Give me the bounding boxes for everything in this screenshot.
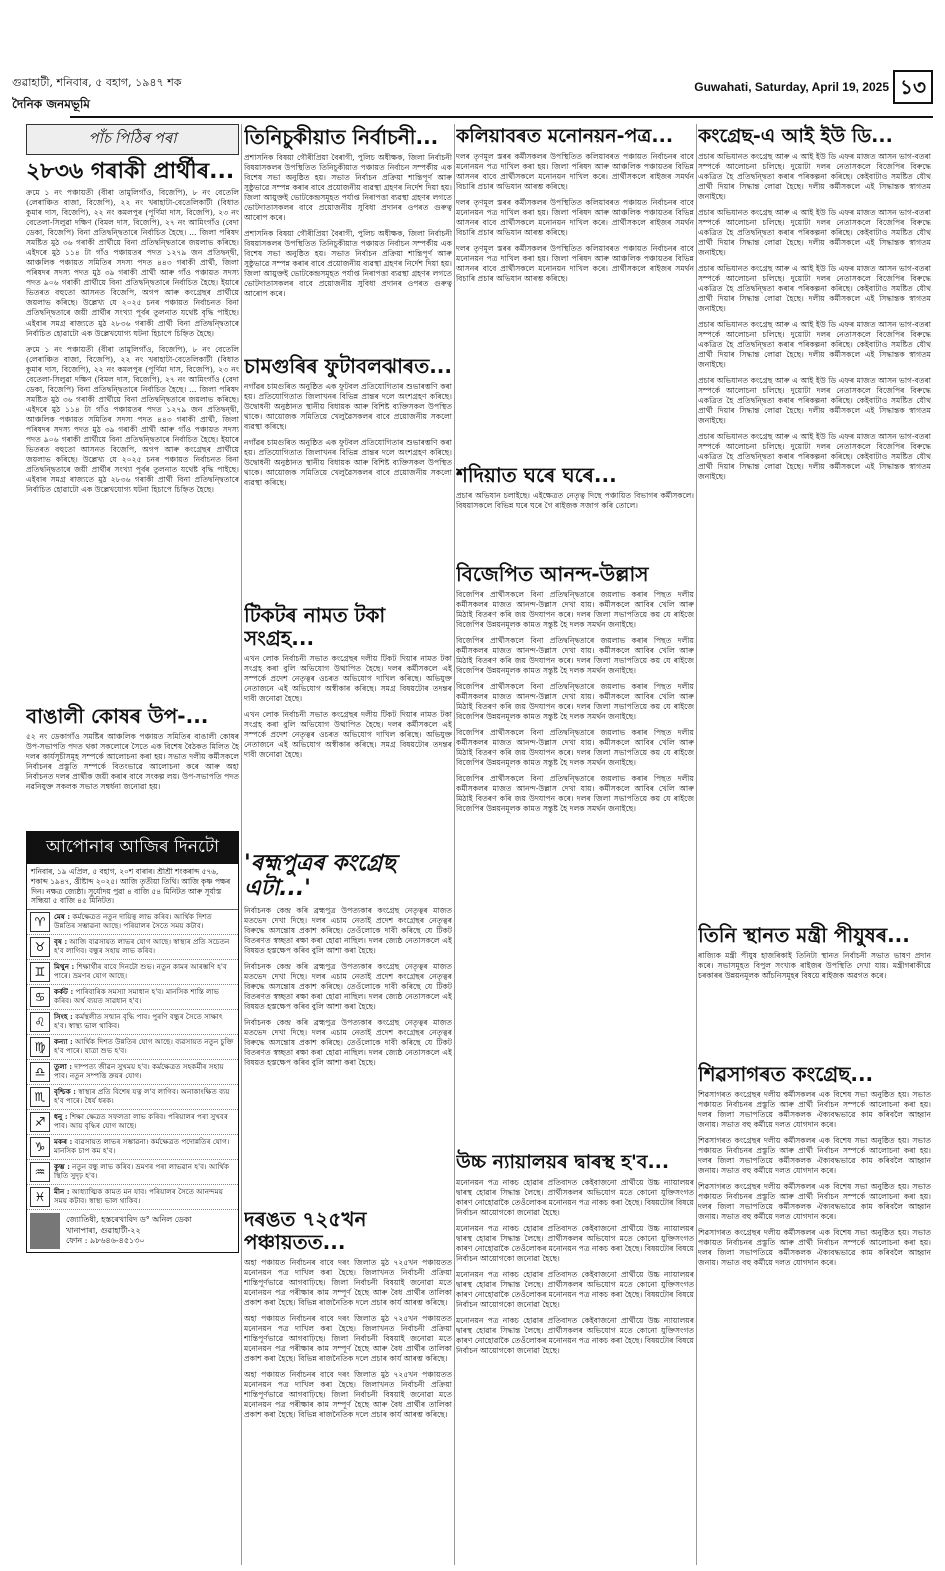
zodiac-prediction: দাম্পত্য জীৱন সুখময় হ'ব। কৰ্মক্ষেত্ৰত সহকৰ্মীৰ সহায় পাব। নতুন সম্পত্তি ক্ৰয়ৰ যোগ।	[54, 1061, 224, 1081]
zodiac-prediction: শিক্ষা ক্ষেত্ৰত সফলতা লাভ কৰিব। পৰিয়ালৰ পৰা সুখবৰ পাব। আয় বৃদ্ধিৰ যোগ আছে।	[54, 1111, 228, 1131]
zodiac-text	[54, 962, 235, 980]
article-sivasagar-body-3: শিৱসাগৰত কংগ্ৰেছৰ দলীয় কৰ্মীসকলৰ এক বিশেষ সভা অনুষ্ঠিত হয়। সভাত পঞ্চায়ত নিৰ্বাচনৰ প্ৰস্তুতি আৰু প্ৰাৰ্থী নিৰ্বাচন সম্পৰ্কে আলোচনা কৰা হয়। দলৰ জিলা সভাপতিয়ে কৰ্মীসকলক ঐক্যবদ্ধভাৱে কাম কৰিবলৈ আহ্বান জনায়। সভাত বহু কৰ্মীয়ে দলত যোগদান কৰে।	[698, 1181, 931, 1222]
zodiac-prediction: কৰ্মক্ষেত্ৰত নতুন দায়িত্ব লাভ কৰিব। আৰ্থিক দিশত উন্নতিৰ সম্ভাৱনা আছে। পৰিয়ালৰ সৈতে সময় কটাব।	[54, 911, 212, 931]
article-kaliabor-body-2: দলৰ তৃণমূল স্তৰৰ কৰ্মীসকলৰ উপস্থিতিত কলিয়াবৰত পঞ্চায়ত নিৰ্বাচনৰ বাবে মনোনয়ন পত্ৰ দাখিল কৰা হয়। জিলা পৰিষদ আৰু আঞ্চলিক পঞ্চায়তৰ বিভিন্ন আসনৰ বাবে প্ৰাৰ্থীসকলে মনোনয়ন দাখিল কৰে। প্ৰাৰ্থীসকলে ৰাইজৰ সমৰ্থন বিচাৰি প্ৰচাৰ অভিযান আৰম্ভ কৰিছে।	[456, 197, 694, 237]
headline-tinsukia: তিনিচুকীয়াত নিৰ্বাচনী...	[244, 125, 439, 149]
zodiac-prediction: নতুন বন্ধু লাভ কৰিব। ভ্ৰমণৰ পৰা লাভৱান হ'ব। আৰ্থিক স্থিতি সুদৃঢ় হ'ব।	[54, 1161, 230, 1181]
article-minister-body: ৰাজ্যিক মন্ত্ৰী পীযুষ হাজৰিকাই তিনিটা স্থানত নিৰ্বাচনী সভাত ভাষণ প্ৰদান কৰে। সভাসমূহত বিপুল সংখ্যক ৰাইজৰ উপস্থিতি দেখা যায়। মন্ত্ৰীগৰাকীয়ে চৰকাৰৰ উন্নয়নমূলক আঁচনিসমূহৰ বিষয়ে ৰাইজক অৱগত কৰে।	[698, 950, 931, 980]
zodiac-name: ধনু :	[54, 1111, 68, 1121]
column-2	[244, 124, 452, 1565]
zodiac-name: মীন :	[54, 1186, 70, 1196]
article-tinsukia-body-2: প্ৰশাসনিক বিষয়া গৌৰীপ্ৰিয়া বৈৰাগী, পুলিচ অধীক্ষক, জিলা নিৰ্বাচনী বিষয়াসকলৰ উপস্থিতিত তিনিচুকীয়াত পঞ্চায়ত নিৰ্বাচন সম্পৰ্কীয় এক বিশেষ সভা অনুষ্ঠিত হয়। সভাত নিৰ্বাচন প্ৰক্ৰিয়া শান্তিপূৰ্ণ আৰু সুষ্ঠুভাৱে সম্পন্ন কৰাৰ বাবে প্ৰয়োজনীয় ব্যৱস্থা গ্ৰহণৰ নিৰ্দেশ দিয়া হয়। জিলা আয়ুক্তই ভোটকেন্দ্ৰসমূহত পৰ্যাপ্ত নিৰাপত্তা ব্যৱস্থা গ্ৰহণৰ লগতে ভোটদাতাসকলৰ বাবে প্ৰয়োজনীয় সুবিধা প্ৰদানৰ ওপৰত গুৰুত্ব আৰোপ কৰে।	[244, 229, 452, 299]
zodiac-prediction: পাৰিবাৰিক সমস্যা সমাধান হ'ব। মানসিক শান্তি লাভ কৰিব। অৰ্থ ব্যয়ত সাৱধান হ'ব।	[54, 986, 219, 1006]
zodiac-row	[27, 1010, 238, 1035]
zodiac-name: বৃশ্চিক :	[54, 1086, 76, 1096]
zodiac-text	[54, 1062, 235, 1080]
article-ticket-money-body-2: এখন লোক নিৰ্বাচনী সভাত কংগ্ৰেছৰ দলীয় টিকট দিয়াৰ নামত টকা সংগ্ৰহ কৰা বুলি অভিযোগ উত্থাপিত হৈছে। দলৰ কৰ্মীসকলে এই সম্পৰ্কে প্ৰদেশ নেতৃত্বৰ ওচৰত অভিযোগ দাখিল কৰিছে। অভিযুক্ত নেতাজনে এই অভিযোগ অস্বীকাৰ কৰিছে। সমগ্ৰ বিষয়টোৰ তদন্তৰ দাবী জনোৱা হৈছে।	[244, 710, 452, 760]
column-divider	[241, 124, 242, 1565]
article-bjp-body: বিজেপিৰ প্ৰাৰ্থীসকলে বিনা প্ৰতিদ্বন্দ্বিতাৰে জয়লাভ কৰাৰ পিছত দলীয় কৰ্মীসকলৰ মাজত আনন্দ-উল্লাস দেখা যায়। কৰ্মীসকলে আবিৰ খেলি আৰু মিঠাই বিতৰণ কৰি জয় উদযাপন কৰে। দলৰ জিলা সভাপতিয়ে কয় যে ৰাইজে বিজেপিৰ উন্নয়নমূলক কামত সন্তুষ্ট হৈ দলক সমৰ্থন জনাইছে।	[456, 589, 694, 629]
zodiac-text	[54, 1012, 235, 1030]
article-bengali-cell-body: ৫২ নং ডেকাগাঁও সমষ্টিৰ আঞ্চলিক পঞ্চায়ত সমিতিৰ বাঙালী কোষৰ উপ-সভাপতি পদত থকা সকলোৰে সৈতে এক বিশেষ বৈঠকত মিলিত হৈ দলৰ কাৰ্যসূচীসমূহ সম্পৰ্কে আলোচনা কৰা হয়। সভাত দলীয় কৰ্মীসকলে নিৰ্বাচনৰ প্ৰস্তুতি সম্পৰ্কে বিতংভাৱে আলোচনা কৰে আৰু অহা নিৰ্বাচনত দলৰ প্ৰাৰ্থীক জয়ী কৰাৰ বাবে সংকল্প লয়। উপ-সভাপতি পদত নৱনিযুক্ত সকলক সভাত সম্বৰ্ধনা জনোৱা হয়।	[26, 732, 239, 792]
article-samaguri-body-2: নগাঁৱৰ চামগুৰিত অনুষ্ঠিত এক ফুটবল প্ৰতিযোগিতাৰ শুভাৰম্ভণি কৰা হয়। প্ৰতিযোগিতাত জিলাখনৰ বিভিন্ন প্ৰান্তৰ দলে অংশগ্ৰহণ কৰিছে। উদ্বোধনী অনুষ্ঠানত স্থানীয় বিধায়ক আৰু বিশিষ্ট ব্যক্তিসকল উপস্থিত থাকে। আয়োজক সমিতিয়ে খেলুৱৈসকলৰ বাবে প্ৰয়োজনীয় সকলো ব্যৱস্থা কৰিছে।	[244, 438, 452, 488]
headline-high-court: উচ্চ ন্যায়ালয়ৰ দ্বাৰস্থ হ'ব...	[456, 1150, 670, 1173]
zodiac-name: মকৰ :	[54, 1136, 73, 1146]
article-congress-aiudf-body: প্ৰচাৰ অভিযানত কংগ্ৰেছ আৰু এ আই ইউ ডি এফৰ মাজত আসন ভাগ-বতৰা সম্পৰ্কে আলোচনা চলিছে। দুয়োটা দলৰ নেতাসকলে বিজেপিৰ বিৰুদ্ধে একত্ৰিত হৈ প্ৰতিদ্বন্দ্বিতা কৰাৰ পৰিকল্পনা কৰিছে। কেইবাটাও সমষ্টিত যৌথ প্ৰাৰ্থী দিয়াৰ সিদ্ধান্ত লোৱা হৈছে। দলীয় কৰ্মীসকলে এই সিদ্ধান্তক স্বাগতম জনাইছে।	[698, 151, 931, 201]
section-continued-label: পাঁচ পিঠিৰ পৰা	[26, 124, 239, 155]
headline-kaliabor: কলিয়াবৰত মনোনয়ন-পত্ৰ...	[456, 125, 674, 147]
zodiac-sign-icon: ♈	[30, 912, 50, 932]
newspaper-name: দৈনিক জনমভূমি	[12, 97, 90, 111]
zodiac-sign-icon: ♍	[30, 1037, 50, 1057]
zodiac-text	[54, 937, 235, 955]
zodiac-prediction: ব্যৱসায়ত লাভৰ সম্ভাৱনা। কৰ্মক্ষেত্ৰত পদোন্নতিৰ যোগ। মানসিক চাপ কম হ'ব।	[54, 1136, 230, 1156]
astrologer-ad	[27, 1210, 238, 1252]
headline-bengali-cell: বাঙালী কোষৰ উপ-...	[26, 704, 209, 729]
article-congress-aiudf-body-3: প্ৰচাৰ অভিযানত কংগ্ৰেছ আৰু এ আই ইউ ডি এফৰ মাজত আসন ভাগ-বতৰা সম্পৰ্কে আলোচনা চলিছে। দুয়োটা দলৰ নেতাসকলে বিজেপিৰ বিৰুদ্ধে একত্ৰিত হৈ প্ৰতিদ্বন্দ্বিতা কৰাৰ পৰিকল্পনা কৰিছে। কেইবাটাও সমষ্টিত যৌথ প্ৰাৰ্থী দিয়াৰ সিদ্ধান্ত লোৱা হৈছে। দলীয় কৰ্মীসকলে এই সিদ্ধান্তক স্বাগতম জনাইছে।	[698, 264, 931, 314]
headline-sadiya: শদিয়াত ঘৰে ঘৰে...	[456, 462, 617, 487]
zodiac-sign-icon: ♎	[30, 1062, 50, 1082]
zodiac-text	[54, 1187, 235, 1205]
zodiac-sign-icon: ♓	[30, 1187, 50, 1207]
article-ticket-money-body: এখন লোক নিৰ্বাচনী সভাত কংগ্ৰেছৰ দলীয় টিকট দিয়াৰ নামত টকা সংগ্ৰহ কৰা বুলি অভিযোগ উত্থাপিত হৈছে। দলৰ কৰ্মীসকলে এই সম্পৰ্কে প্ৰদেশ নেতৃত্বৰ ওচৰত অভিযোগ দাখিল কৰিছে। অভিযুক্ত নেতাজনে এই অভিযোগ অস্বীকাৰ কৰিছে। সমগ্ৰ বিষয়টোৰ তদন্তৰ দাবী জনোৱা হৈছে।	[244, 654, 452, 704]
zodiac-text	[54, 912, 235, 930]
column-1	[26, 124, 239, 1565]
zodiac-row	[27, 1160, 238, 1185]
article-darrang-body-3: অহা পঞ্চায়ত নিৰ্বাচনৰ বাবে দৰং জিলাত মুঠ ৭২৫খন পঞ্চায়তত মনোনয়ন পত্ৰ দাখিল কৰা হৈছে। জিলাখনত নিৰ্বাচনী প্ৰক্ৰিয়া শান্তিপূৰ্ণভাৱে আগবাঢ়িছে। জিলা নিৰ্বাচনী বিষয়াই জনোৱা মতে মনোনয়ন পত্ৰ পৰীক্ষাৰ কাম সম্পূৰ্ণ হৈছে আৰু বৈধ প্ৰাৰ্থীৰ তালিকা প্ৰকাশ কৰা হৈছে। বিভিন্ন ৰাজনৈতিক দলে প্ৰচাৰ কাৰ্য আৰম্ভ কৰিছে।	[244, 1369, 452, 1419]
zodiac-name: বৃষ :	[54, 936, 68, 946]
zodiac-prediction: আধ্যাত্মিক কামত মন যাব। পৰিয়ালৰ সৈতে আনন্দময় সময় কটাব। স্বাস্থ্য ভাল থাকিব।	[54, 1186, 223, 1206]
headline-brahmaputra-congress: 'ৰহ্মপুত্ৰৰ কংগ্ৰেছ এটা...'	[244, 851, 396, 902]
article-tinsukia-body: প্ৰশাসনিক বিষয়া গৌৰীপ্ৰিয়া বৈৰাগী, পুলিচ অধীক্ষক, জিলা নিৰ্বাচনী বিষয়াসকলৰ উপস্থিতিত তিনিচুকীয়াত পঞ্চায়ত নিৰ্বাচন সম্পৰ্কীয় এক বিশেষ সভা অনুষ্ঠিত হয়। সভাত নিৰ্বাচন প্ৰক্ৰিয়া শান্তিপূৰ্ণ আৰু সুষ্ঠুভাৱে সম্পন্ন কৰাৰ বাবে প্ৰয়োজনীয় ব্যৱস্থা গ্ৰহণৰ নিৰ্দেশ দিয়া হয়। জিলা আয়ুক্তই ভোটকেন্দ্ৰসমূহত পৰ্যাপ্ত নিৰাপত্তা ব্যৱস্থা গ্ৰহণৰ লগতে ভোটদাতাসকলৰ বাবে প্ৰয়োজনীয় সুবিধা প্ৰদানৰ ওপৰত গুৰুত্ব আৰোপ কৰে।	[244, 153, 452, 223]
zodiac-text	[54, 1037, 235, 1055]
zodiac-text	[54, 1087, 235, 1105]
article-samaguri-body: নগাঁৱৰ চামগুৰিত অনুষ্ঠিত এক ফুটবল প্ৰতিযোগিতাৰ শুভাৰম্ভণি কৰা হয়। প্ৰতিযোগিতাত জিলাখনৰ বিভিন্ন প্ৰান্তৰ দলে অংশগ্ৰহণ কৰিছে। উদ্বোধনী অনুষ্ঠানত স্থানীয় বিধায়ক আৰু বিশিষ্ট ব্যক্তিসকল উপস্থিত থাকে। আয়োজক সমিতিয়ে খেলুৱৈসকলৰ বাবে প্ৰয়োজনীয় সকলো ব্যৱস্থা কৰিছে।	[244, 382, 452, 432]
astrologer-info: জ্যোতিষী, হস্তৰেখাবিদ ড° অনিল ডেকা খানাপাৰা, গুৱাহাটী-২২ ফোন : ৯৮৬৪৬-৪৫১৩০	[66, 1215, 192, 1245]
zodiac-row	[27, 985, 238, 1010]
article-high-court-body: মনোনয়ন পত্ৰ নাকচ হোৱাৰ প্ৰতিবাদত কেইবাজনো প্ৰাৰ্থীয়ে উচ্চ ন্যায়ালয়ৰ দ্বাৰস্থ হোৱাৰ সিদ্ধান্ত লৈছে। প্ৰাৰ্থীসকলৰ অভিযোগ মতে কোনো যুক্তিসংগত কাৰণ নোহোৱাকৈ তেওঁলোকৰ মনোনয়ন পত্ৰ নাকচ কৰা হৈছে। বিষয়টোৰ বিষয়ে নিৰ্বাচন আয়োগকো জনোৱা হৈছে।	[456, 1177, 694, 1217]
column-divider	[454, 124, 455, 1565]
article-candidates-body: ক্ৰমে ১ নং পঞ্চায়তী (বীৰা তামুলিগাঁও, বিজেপি), ৮ নং বেতেলি (লেৰাঞ্চিত বাজা, বিজেপি), ২২ নং খৰাহাটা-বেতেলিকাটী (বিধাত কুমাৰ দাস, বিজেপি), ২২ নং কমলপুৰ (পূৰ্ণিমা দাস, বিজেপি), ২৩ নং বেতেলা-সিলুৱা দক্ষিণ (বিমল দাস, বিজেপি), ২৭ নং আমিংগাঁও (বেদা ডেকা, বিজেপি) বিনা প্ৰতিদ্বন্দ্বিতাৰে নিৰ্বাচিত হৈছে। ... জিলা পৰিষদ সমষ্টিত মুঠ ৩৬ গৰাকী প্ৰাৰ্থীয়ে বিনা প্ৰতিদ্বন্দ্বিতাৰে জয়লাভ কৰিছে। এইদৰে মুঠ ১১৪ টা গাঁও পঞ্চায়তৰ পদত ১২৭৯ জন প্ৰতিদ্বন্দ্বী, আঞ্চলিক পঞ্চায়ত সমিতিৰ সদস্য পদত ৪৪৩ গৰাকী প্ৰাৰ্থী, জিলা পৰিষদৰ সদস্য পদত মুঠ ৩৯ গৰাকী প্ৰাৰ্থী আৰু গাঁও পঞ্চায়ত সদস্য পদত ৯০৬ গৰাকী প্ৰাৰ্থীয়ে বিনা প্ৰতিদ্বন্দ্বিতাৰে নিৰ্বাচিত হৈছে। ইয়াৰে ভিতৰত বহুতো আসনত বিজেপি, অগপ আৰু কংগ্ৰেছৰ প্ৰাৰ্থীয়ে জয়লাভ কৰিছে। উল্লেখ্য যে ২০২৫ চনৰ পঞ্চায়ত নিৰ্বাচনত বিনা প্ৰতিদ্বন্দ্বিতাৰে জয়ী প্ৰাৰ্থীৰ সংখ্যা পূৰ্বৰ তুলনাত যথেষ্ট বৃদ্ধি পাইছে। এইবাৰ সমগ্ৰ ৰাজ্যতে মুঠ ২৮৩৬ গৰাকী প্ৰাৰ্থী বিনা প্ৰতিদ্বন্দ্বিতাৰে নিৰ্বাচিত হোৱাটো এক উল্লেখযোগ্য ঘটনা হিচাপে চিহ্নিত হৈছে।	[26, 188, 239, 338]
zodiac-row	[27, 960, 238, 985]
article-sivasagar-body-2: শিৱসাগৰত কংগ্ৰেছৰ দলীয় কৰ্মীসকলৰ এক বিশেষ সভা অনুষ্ঠিত হয়। সভাত পঞ্চায়ত নিৰ্বাচনৰ প্ৰস্তুতি আৰু প্ৰাৰ্থী নিৰ্বাচন সম্পৰ্কে আলোচনা কৰা হয়। দলৰ জিলা সভাপতিয়ে কৰ্মীসকলক ঐক্যবদ্ধভাৱে কাম কৰিবলৈ আহ্বান জনায়। সভাত বহু কৰ্মীয়ে দলত যোগদান কৰে।	[698, 1135, 931, 1175]
article-bjp-body-2: বিজেপিৰ প্ৰাৰ্থীসকলে বিনা প্ৰতিদ্বন্দ্বিতাৰে জয়লাভ কৰাৰ পিছত দলীয় কৰ্মীসকলৰ মাজত আনন্দ-উল্লাস দেখা যায়। কৰ্মীসকলে আবিৰ খেলি আৰু মিঠাই বিতৰণ কৰি জয় উদযাপন কৰে। দলৰ জিলা সভাপতিয়ে কয় যে ৰাইজে বিজেপিৰ উন্নয়নমূলক কামত সন্তুষ্ট হৈ দলক সমৰ্থন জনাইছে।	[456, 635, 694, 675]
horoscope-box	[26, 831, 239, 1253]
column-4	[698, 124, 931, 1565]
zodiac-name: মিথুন :	[54, 961, 75, 971]
header-date-assamese: গুৱাহাটী, শনিবাৰ, ৫ বহাগ, ১৯৪৭ শক	[12, 76, 182, 89]
column-divider	[696, 124, 697, 1565]
headline-bjp-celebration: বিজেপিত আনন্দ-উল্লাস	[456, 561, 649, 586]
zodiac-prediction: আজি ব্যৱসায়ত লাভৰ যোগ আছে। স্বাস্থ্যৰ প্ৰতি সচেতন হ'ব লাগিব। বন্ধুৰ সহায় লাভ কৰিব।	[54, 936, 230, 956]
headline-minister-pijush: তিনি স্থানত মন্ত্ৰী পীযুষৰ...	[698, 922, 910, 947]
zodiac-sign-icon: ♊	[30, 962, 50, 982]
zodiac-sign-icon: ♑	[30, 1137, 50, 1157]
column-3	[456, 124, 694, 1565]
zodiac-text	[54, 1137, 235, 1155]
zodiac-row	[27, 910, 238, 935]
headline-candidates: ২৮৩৬ গৰাকী প্ৰাৰ্থীৰ...	[26, 159, 235, 184]
zodiac-name: কন্যা :	[54, 1036, 73, 1046]
horoscope-title: আপোনাৰ আজিৰ দিনটো	[27, 832, 238, 864]
zodiac-text	[54, 1162, 235, 1180]
article-kaliabor-body-3: দলৰ তৃণমূল স্তৰৰ কৰ্মীসকলৰ উপস্থিতিত কলিয়াবৰত পঞ্চায়ত নিৰ্বাচনৰ বাবে মনোনয়ন পত্ৰ দাখিল কৰা হয়। জিলা পৰিষদ আৰু আঞ্চলিক পঞ্চায়তৰ বিভিন্ন আসনৰ বাবে প্ৰাৰ্থীসকলে মনোনয়ন দাখিল কৰে। প্ৰাৰ্থীসকলে ৰাইজৰ সমৰ্থন বিচাৰি প্ৰচাৰ অভিযান আৰম্ভ কৰিছে।	[456, 243, 694, 284]
zodiac-sign-icon: ♏	[30, 1087, 50, 1107]
headline-congress-aiudf: কংগ্ৰেছ-এ আই ইউ ডি...	[698, 125, 893, 147]
header-date-english: Guwahati, Saturday, April 19, 2025	[694, 80, 889, 94]
article-kaliabor-body: দলৰ তৃণমূল স্তৰৰ কৰ্মীসকলৰ উপস্থিতিত কলিয়াবৰত পঞ্চায়ত নিৰ্বাচনৰ বাবে মনোনয়ন পত্ৰ দাখিল কৰা হয়। জিলা পৰিষদ আৰু আঞ্চলিক পঞ্চায়তৰ বিভিন্ন আসনৰ বাবে প্ৰাৰ্থীসকলে মনোনয়ন দাখিল কৰে। প্ৰাৰ্থীসকলে ৰাইজৰ সমৰ্থন বিচাৰি প্ৰচাৰ অভিযান আৰম্ভ কৰিছে।	[456, 151, 694, 191]
article-congress-aiudf-body-6: প্ৰচাৰ অভিযানত কংগ্ৰেছ আৰু এ আই ইউ ডি এফৰ মাজত আসন ভাগ-বতৰা সম্পৰ্কে আলোচনা চলিছে। দুয়োটা দলৰ নেতাসকলে বিজেপিৰ বিৰুদ্ধে একত্ৰিত হৈ প্ৰতিদ্বন্দ্বিতা কৰাৰ পৰিকল্পনা কৰিছে। কেইবাটাও সমষ্টিত যৌথ প্ৰাৰ্থী দিয়াৰ সিদ্ধান্ত লোৱা হৈছে। দলীয় কৰ্মীসকলে এই সিদ্ধান্তক স্বাগতম জনাইছে।	[698, 432, 931, 482]
headline-ticket-money: টিকটৰ নামত টকা সংগ্ৰহ...	[244, 603, 386, 650]
article-high-court-body-3: মনোনয়ন পত্ৰ নাকচ হোৱাৰ প্ৰতিবাদত কেইবাজনো প্ৰাৰ্থীয়ে উচ্চ ন্যায়ালয়ৰ দ্বাৰস্থ হোৱাৰ সিদ্ধান্ত লৈছে। প্ৰাৰ্থীসকলৰ অভিযোগ মতে কোনো যুক্তিসংগত কাৰণ নোহোৱাকৈ তেওঁলোকৰ মনোনয়ন পত্ৰ নাকচ কৰা হৈছে। বিষয়টোৰ বিষয়ে নিৰ্বাচন আয়োগকো জনোৱা হৈছে।	[456, 1269, 694, 1309]
zodiac-prediction: শিক্ষাৰ্থীৰ বাবে দিনটো শুভ। নতুন কামৰ আৰম্ভণি হ'ব পাৰে। ভ্ৰমণৰ যোগ আছে।	[54, 961, 227, 981]
zodiac-row	[27, 1185, 238, 1210]
zodiac-sign-icon: ♉	[30, 937, 50, 957]
header-rule	[70, 116, 933, 118]
article-sivasagar-body-4: শিৱসাগৰত কংগ্ৰেছৰ দলীয় কৰ্মীসকলৰ এক বিশেষ সভা অনুষ্ঠিত হয়। সভাত পঞ্চায়ত নিৰ্বাচনৰ প্ৰস্তুতি আৰু প্ৰাৰ্থী নিৰ্বাচন সম্পৰ্কে আলোচনা কৰা হয়। দলৰ জিলা সভাপতিয়ে কৰ্মীসকলক ঐক্যবদ্ধভাৱে কাম কৰিবলৈ আহ্বান জনায়। সভাত বহু কৰ্মীয়ে দলত যোগদান কৰে।	[698, 1228, 931, 1268]
zodiac-list	[27, 910, 238, 1210]
article-congress-aiudf-body-4: প্ৰচাৰ অভিযানত কংগ্ৰেছ আৰু এ আই ইউ ডি এফৰ মাজত আসন ভাগ-বতৰা সম্পৰ্কে আলোচনা চলিছে। দুয়োটা দলৰ নেতাসকলে বিজেপিৰ বিৰুদ্ধে একত্ৰিত হৈ প্ৰতিদ্বন্দ্বিতা কৰাৰ পৰিকল্পনা কৰিছে। কেইবাটাও সমষ্টিত যৌথ প্ৰাৰ্থী দিয়াৰ সিদ্ধান্ত লোৱা হৈছে। দলীয় কৰ্মীসকলে এই সিদ্ধান্তক স্বাগতম জনাইছে।	[698, 320, 931, 370]
article-darrang-body-2: অহা পঞ্চায়ত নিৰ্বাচনৰ বাবে দৰং জিলাত মুঠ ৭২৫খন পঞ্চায়তত মনোনয়ন পত্ৰ দাখিল কৰা হৈছে। জিলাখনত নিৰ্বাচনী প্ৰক্ৰিয়া শান্তিপূৰ্ণভাৱে আগবাঢ়িছে। জিলা নিৰ্বাচনী বিষয়াই জনোৱা মতে মনোনয়ন পত্ৰ পৰীক্ষাৰ কাম সম্পূৰ্ণ হৈছে আৰু বৈধ প্ৰাৰ্থীৰ তালিকা প্ৰকাশ কৰা হৈছে। বিভিন্ন ৰাজনৈতিক দলে প্ৰচাৰ কাৰ্য আৰম্ভ কৰিছে।	[244, 1313, 452, 1363]
zodiac-row	[27, 1060, 238, 1085]
zodiac-row	[27, 935, 238, 960]
zodiac-name: মেষ :	[54, 911, 71, 921]
zodiac-text	[54, 987, 235, 1005]
zodiac-prediction: কৰ্মস্থলীত সন্মান বৃদ্ধি পাব। পুৰণি বন্ধুৰ সৈতে সাক্ষাৎ হ'ব। স্বাস্থ্য ভাল থাকিব।	[54, 1011, 223, 1031]
headline-samaguri: চামগুৰিৰ ফুটাবলঝাৰত...	[244, 354, 452, 378]
article-candidates-body-2: ক্ৰমে ১ নং পঞ্চায়তী (বীৰা তামুলিগাঁও, বিজেপি), ৮ নং বেতেলি (লেৰাঞ্চিত বাজা, বিজেপি), ২২ নং খৰাহাটা-বেতেলিকাটী (বিধাত কুমাৰ দাস, বিজেপি), ২২ নং কমলপুৰ (পূৰ্ণিমা দাস, বিজেপি), ২৩ নং বেতেলা-সিলুৱা দক্ষিণ (বিমল দাস, বিজেপি), ২৭ নং আমিংগাঁও (বেদা ডেকা, বিজেপি) বিনা প্ৰতিদ্বন্দ্বিতাৰে নিৰ্বাচিত হৈছে। ... জিলা পৰিষদ সমষ্টিত মুঠ ৩৬ গৰাকী প্ৰাৰ্থীয়ে বিনা প্ৰতিদ্বন্দ্বিতাৰে জয়লাভ কৰিছে। এইদৰে মুঠ ১১৪ টা গাঁও পঞ্চায়তৰ পদত ১২৭৯ জন প্ৰতিদ্বন্দ্বী, আঞ্চলিক পঞ্চায়ত সমিতিৰ সদস্য পদত ৪৪৩ গৰাকী প্ৰাৰ্থী, জিলা পৰিষদৰ সদস্য পদত মুঠ ৩৯ গৰাকী প্ৰাৰ্থী আৰু গাঁও পঞ্চায়ত সদস্য পদত ৯০৬ গৰাকী প্ৰাৰ্থীয়ে বিনা প্ৰতিদ্বন্দ্বিতাৰে নিৰ্বাচিত হৈছে। ইয়াৰে ভিতৰত বহুতো আসনত বিজেপি, অগপ আৰু কংগ্ৰেছৰ প্ৰাৰ্থীয়ে জয়লাভ কৰিছে। উল্লেখ্য যে ২০২৫ চনৰ পঞ্চায়ত নিৰ্বাচনত বিনা প্ৰতিদ্বন্দ্বিতাৰে জয়ী প্ৰাৰ্থীৰ সংখ্যা পূৰ্বৰ তুলনাত যথেষ্ট বৃদ্ধি পাইছে। এইবাৰ সমগ্ৰ ৰাজ্যতে মুঠ ২৮৩৬ গৰাকী প্ৰাৰ্থী বিনা প্ৰতিদ্বন্দ্বিতাৰে নিৰ্বাচিত হোৱাটো এক উল্লেখযোগ্য ঘটনা হিচাপে চিহ্নিত হৈছে।	[26, 344, 239, 494]
zodiac-sign-icon: ♋	[30, 987, 50, 1007]
article-brahmaputra-body-2: নিৰ্বাচনক কেন্দ্ৰ কৰি ব্ৰহ্মপুত্ৰ উপত্যকাৰ কংগ্ৰেছ নেতৃত্বৰ মাজত মতভেদ দেখা দিছে। দলৰ এচাম নেতাই প্ৰদেশ কংগ্ৰেছৰ নেতৃত্বৰ বিৰুদ্ধে অসন্তোষ প্ৰকাশ কৰিছে। তেওঁলোকে দাবী কৰিছে যে টিকট বিতৰণত স্বচ্ছতা ৰক্ষা কৰা হোৱা নাছিল। দলৰ জ্যেষ্ঠ নেতাসকলে এই বিষয়ত হস্তক্ষেপ কৰিব বুলি আশা কৰা হৈছে।	[244, 961, 452, 1011]
article-high-court-body-2: মনোনয়ন পত্ৰ নাকচ হোৱাৰ প্ৰতিবাদত কেইবাজনো প্ৰাৰ্থীয়ে উচ্চ ন্যায়ালয়ৰ দ্বাৰস্থ হোৱাৰ সিদ্ধান্ত লৈছে। প্ৰাৰ্থীসকলৰ অভিযোগ মতে কোনো যুক্তিসংগত কাৰণ নোহোৱাকৈ তেওঁলোকৰ মনোনয়ন পত্ৰ নাকচ কৰা হৈছে। বিষয়টোৰ বিষয়ে নিৰ্বাচন আয়োগকো জনোৱা হৈছে।	[456, 1223, 694, 1263]
page-number: ১৩	[893, 70, 933, 104]
article-sivasagar-body: শিৱসাগৰত কংগ্ৰেছৰ দলীয় কৰ্মীসকলৰ এক বিশেষ সভা অনুষ্ঠিত হয়। সভাত পঞ্চায়ত নিৰ্বাচনৰ প্ৰস্তুতি আৰু প্ৰাৰ্থী নিৰ্বাচন সম্পৰ্কে আলোচনা কৰা হয়। দলৰ জিলা সভাপতিয়ে কৰ্মীসকলক ঐক্যবদ্ধভাৱে কাম কৰিবলৈ আহ্বান জনায়। সভাত বহু কৰ্মীয়ে দলত যোগদান কৰে।	[698, 1089, 931, 1129]
headline-darrang: দৰঙত ৭২৫খন পঞ্চায়তত...	[244, 1206, 367, 1254]
article-bjp-body-5: বিজেপিৰ প্ৰাৰ্থীসকলে বিনা প্ৰতিদ্বন্দ্বিতাৰে জয়লাভ কৰাৰ পিছত দলীয় কৰ্মীসকলৰ মাজত আনন্দ-উল্লাস দেখা যায়। কৰ্মীসকলে আবিৰ খেলি আৰু মিঠাই বিতৰণ কৰি জয় উদযাপন কৰে। দলৰ জিলা সভাপতিয়ে কয় যে ৰাইজে বিজেপিৰ উন্নয়নমূলক কামত সন্তুষ্ট হৈ দলক সমৰ্থন জনাইছে।	[456, 774, 694, 814]
zodiac-name: কৰ্কট :	[54, 986, 74, 996]
zodiac-name: সিংহ :	[54, 1011, 73, 1021]
zodiac-sign-icon: ♌	[30, 1012, 50, 1032]
zodiac-name: কুম্ভ :	[54, 1161, 70, 1171]
page-header	[12, 70, 933, 114]
headline-sivasagar-congress: শিৱসাগৰত কংগ্ৰেছ...	[698, 1061, 874, 1086]
zodiac-name: তুলা :	[54, 1061, 72, 1071]
zodiac-sign-icon: ♒	[30, 1162, 50, 1182]
horoscope-intro: শনিবাৰ, ১৯ এপ্ৰিল, ৫ বহাগ, ২০শ বাৰাৰ। শ্ৰীশ্ৰী শংকৰাব্দ ৫৭৬, শকাব্দ ১৯৪৭, খ্ৰীষ্টাব্দ ২০২৫। আজি তৃতীয়া তিথি। আজি কৃষ্ণ পক্ষৰ দিন। নক্ষত্ৰ জ্যেষ্ঠা। সূৰ্যোদয় পুৱা ৪ বাজি ৫৪ মিনিটত আৰু সূৰ্যাস্ত সন্ধিয়া ৫ বাজি ৪৫ মিনিটত।	[27, 864, 238, 910]
zodiac-prediction: স্বাস্থ্যৰ প্ৰতি বিশেষ যত্ন ল'ব লাগিব। অনাকাংক্ষিত ব্যয় হ'ব পাৰে। ধৈৰ্য ধৰক।	[54, 1086, 230, 1106]
zodiac-prediction: আৰ্থিক দিশত উন্নতিৰ যোগ আছে। ব্যৱসায়ত নতুন চুক্তি হ'ব পাৰে। যাত্ৰা শুভ হ'ব।	[54, 1036, 234, 1056]
astrologer-photo	[30, 1213, 60, 1249]
zodiac-sign-icon: ♐	[30, 1112, 50, 1132]
article-congress-aiudf-body-2: প্ৰচাৰ অভিযানত কংগ্ৰেছ আৰু এ আই ইউ ডি এফৰ মাজত আসন ভাগ-বতৰা সম্পৰ্কে আলোচনা চলিছে। দুয়োটা দলৰ নেতাসকলে বিজেপিৰ বিৰুদ্ধে একত্ৰিত হৈ প্ৰতিদ্বন্দ্বিতা কৰাৰ পৰিকল্পনা কৰিছে। কেইবাটাও সমষ্টিত যৌথ প্ৰাৰ্থী দিয়াৰ সিদ্ধান্ত লোৱা হৈছে। দলীয় কৰ্মীসকলে এই সিদ্ধান্তক স্বাগতম জনাইছে।	[698, 207, 931, 257]
zodiac-row	[27, 1110, 238, 1135]
zodiac-text	[54, 1112, 235, 1130]
zodiac-row	[27, 1035, 238, 1060]
article-sadiya-body: প্ৰচাৰ অভিযান চলাইছে। এইক্ষেত্ৰত নেতৃত্ব দিছে পঞ্চায়িত বিভাগৰ কৰ্মীসকলে। বিষয়াসকলে বিভিন্ন ঘৰে ঘৰে গৈ ৰাইজক সজাগ কৰি তোলে।	[456, 490, 694, 510]
zodiac-row	[27, 1085, 238, 1110]
article-high-court-body-4: মনোনয়ন পত্ৰ নাকচ হোৱাৰ প্ৰতিবাদত কেইবাজনো প্ৰাৰ্থীয়ে উচ্চ ন্যায়ালয়ৰ দ্বাৰস্থ হোৱাৰ সিদ্ধান্ত লৈছে। প্ৰাৰ্থীসকলৰ অভিযোগ মতে কোনো যুক্তিসংগত কাৰণ নোহোৱাকৈ তেওঁলোকৰ মনোনয়ন পত্ৰ নাকচ কৰা হৈছে। বিষয়টোৰ বিষয়ে নিৰ্বাচন আয়োগকো জনোৱা হৈছে।	[456, 1315, 694, 1355]
article-darrang-body: অহা পঞ্চায়ত নিৰ্বাচনৰ বাবে দৰং জিলাত মুঠ ৭২৫খন পঞ্চায়তত মনোনয়ন পত্ৰ দাখিল কৰা হৈছে। জিলাখনত নিৰ্বাচনী প্ৰক্ৰিয়া শান্তিপূৰ্ণভাৱে আগবাঢ়িছে। জিলা নিৰ্বাচনী বিষয়াই জনোৱা মতে মনোনয়ন পত্ৰ পৰীক্ষাৰ কাম সম্পূৰ্ণ হৈছে আৰু বৈধ প্ৰাৰ্থীৰ তালিকা প্ৰকাশ কৰা হৈছে। বিভিন্ন ৰাজনৈতিক দলে প্ৰচাৰ কাৰ্য আৰম্ভ কৰিছে।	[244, 1257, 452, 1307]
article-brahmaputra-body-3: নিৰ্বাচনক কেন্দ্ৰ কৰি ব্ৰহ্মপুত্ৰ উপত্যকাৰ কংগ্ৰেছ নেতৃত্বৰ মাজত মতভেদ দেখা দিছে। দলৰ এচাম নেতাই প্ৰদেশ কংগ্ৰেছৰ নেতৃত্বৰ বিৰুদ্ধে অসন্তোষ প্ৰকাশ কৰিছে। তেওঁলোকে দাবী কৰিছে যে টিকট বিতৰণত স্বচ্ছতা ৰক্ষা কৰা হোৱা নাছিল। দলৰ জ্যেষ্ঠ নেতাসকলে এই বিষয়ত হস্তক্ষেপ কৰিব বুলি আশা কৰা হৈছে।	[244, 1017, 452, 1067]
article-brahmaputra-body: নিৰ্বাচনক কেন্দ্ৰ কৰি ব্ৰহ্মপুত্ৰ উপত্যকাৰ কংগ্ৰেছ নেতৃত্বৰ মাজত মতভেদ দেখা দিছে। দলৰ এচাম নেতাই প্ৰদেশ কংগ্ৰেছৰ নেতৃত্বৰ বিৰুদ্ধে অসন্তোষ প্ৰকাশ কৰিছে। তেওঁলোকে দাবী কৰিছে যে টিকট বিতৰণত স্বচ্ছতা ৰক্ষা কৰা হোৱা নাছিল। দলৰ জ্যেষ্ঠ নেতাসকলে এই বিষয়ত হস্তক্ষেপ কৰিব বুলি আশা কৰা হৈছে।	[244, 905, 452, 955]
zodiac-row	[27, 1135, 238, 1160]
article-bjp-body-3: বিজেপিৰ প্ৰাৰ্থীসকলে বিনা প্ৰতিদ্বন্দ্বিতাৰে জয়লাভ কৰাৰ পিছত দলীয় কৰ্মীসকলৰ মাজত আনন্দ-উল্লাস দেখা যায়। কৰ্মীসকলে আবিৰ খেলি আৰু মিঠাই বিতৰণ কৰি জয় উদযাপন কৰে। দলৰ জিলা সভাপতিয়ে কয় যে ৰাইজে বিজেপিৰ উন্নয়নমূলক কামত সন্তুষ্ট হৈ দলক সমৰ্থন জনাইছে।	[456, 681, 694, 722]
article-bjp-body-4: বিজেপিৰ প্ৰাৰ্থীসকলে বিনা প্ৰতিদ্বন্দ্বিতাৰে জয়লাভ কৰাৰ পিছত দলীয় কৰ্মীসকলৰ মাজত আনন্দ-উল্লাস দেখা যায়। কৰ্মীসকলে আবিৰ খেলি আৰু মিঠাই বিতৰণ কৰি জয় উদযাপন কৰে। দলৰ জিলা সভাপতিয়ে কয় যে ৰাইজে বিজেপিৰ উন্নয়নমূলক কামত সন্তুষ্ট হৈ দলক সমৰ্থন জনাইছে।	[456, 728, 694, 768]
article-congress-aiudf-body-5: প্ৰচাৰ অভিযানত কংগ্ৰেছ আৰু এ আই ইউ ডি এফৰ মাজত আসন ভাগ-বতৰা সম্পৰ্কে আলোচনা চলিছে। দুয়োটা দলৰ নেতাসকলে বিজেপিৰ বিৰুদ্ধে একত্ৰিত হৈ প্ৰতিদ্বন্দ্বিতা কৰাৰ পৰিকল্পনা কৰিছে। কেইবাটাও সমষ্টিত যৌথ প্ৰাৰ্থী দিয়াৰ সিদ্ধান্ত লোৱা হৈছে। দলীয় কৰ্মীসকলে এই সিদ্ধান্তক স্বাগতম জনাইছে।	[698, 376, 931, 426]
